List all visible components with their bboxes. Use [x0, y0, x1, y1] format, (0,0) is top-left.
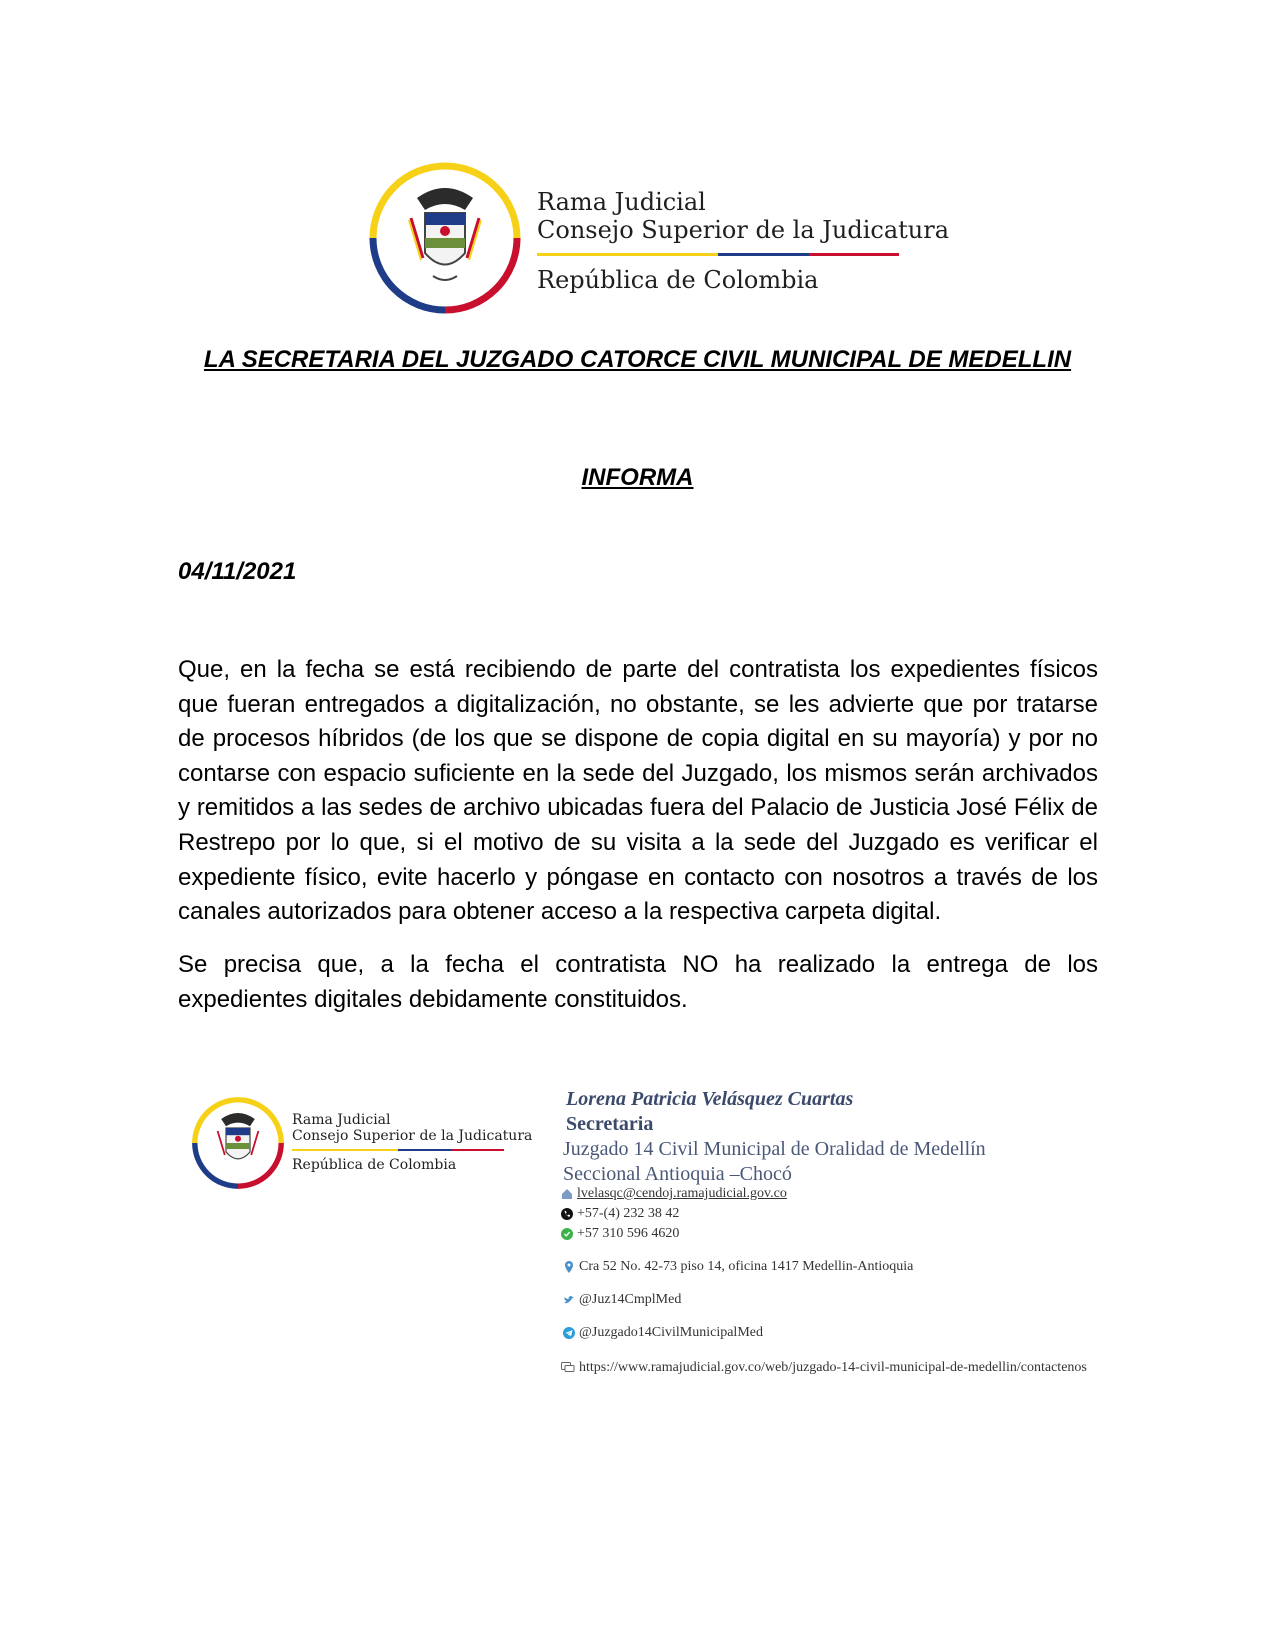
chat-icon	[561, 1362, 575, 1374]
signature-region: Seccional Antioquia –Chocó	[563, 1163, 792, 1185]
page-title: LA SECRETARIA DEL JUZGADO CATORCE CIVIL MUNICIPAL DE MEDELLIN	[203, 346, 1072, 373]
coat-of-arms-icon	[365, 158, 525, 318]
footer-logo-tricolor-bar	[292, 1149, 504, 1151]
signature-court: Juzgado 14 Civil Municipal de Oralidad de Medellín	[563, 1138, 986, 1160]
address-text: Cra 52 No. 42-73 piso 14, oficina 1417 Medellin-Antioquia	[579, 1259, 914, 1274]
logo-line-1: Rama Judicial	[537, 188, 706, 216]
home-icon	[561, 1188, 573, 1200]
signature-role: Secretaria	[566, 1113, 654, 1135]
footer-logo-line-3: República de Colombia	[292, 1157, 457, 1173]
contact-twitter[interactable]	[563, 1292, 681, 1308]
logo-tricolor-bar	[537, 253, 899, 256]
body-paragraph-1: Que, en la fecha se está recibiendo de parte del contratista los expedientes físicos que fueran entregados a digitalización, no obstante, se les advierte que por tratarse de procesos híbridos (de los que se dispone de copia digital en su mayoría) y por no contarse con espacio suficiente en la sede del Juzgado, los mismos serán archivados y remitidos a las sedes de archivo ubicadas fuera del Palacio de Justicia José Félix de Restrepo por lo que, si el motivo de su visita a la sede del Juzgado es verificar el expediente físico, evite hacerlo y póngase en contacto con nosotros a través de los canales autorizados para obtener acceso a la respectiva carpeta digital.	[178, 656, 1098, 926]
location-icon	[563, 1261, 575, 1273]
signature-name: Lorena Patricia Velásquez Cuartas	[566, 1088, 854, 1110]
contact-telegram[interactable]	[563, 1325, 763, 1341]
logo-line-3: República de Colombia	[537, 266, 819, 294]
coat-of-arms-icon	[190, 1095, 286, 1191]
footer-logo	[190, 1095, 533, 1195]
website-link[interactable]: https://www.ramajudicial.gov.co/web/juzgado-14-civil-municipal-de-medellin/contactenos	[579, 1360, 1087, 1375]
footer-logo-line-1: Rama Judicial	[292, 1112, 391, 1128]
twitter-icon	[563, 1294, 575, 1306]
logo-line-2: Consejo Superior de la Judicatura	[537, 216, 950, 244]
contact-mobile	[561, 1226, 679, 1242]
email-link[interactable]: lvelasqc@cendoj.ramajudicial.gov.co	[577, 1186, 787, 1201]
contact-website[interactable]	[561, 1360, 1087, 1376]
telegram-icon	[563, 1327, 575, 1339]
twitter-handle[interactable]: @Juz14CmplMed	[579, 1292, 682, 1307]
body-paragraph-2: Se precisa que, a la fecha el contratista NO ha realizado la entrega de los expedientes digitales debidamente constituidos.	[178, 951, 1098, 1013]
document-date: 04/11/2021	[178, 558, 297, 585]
contact-phone	[561, 1206, 679, 1222]
mobile-text: +57 310 596 4620	[577, 1226, 680, 1241]
telegram-handle[interactable]: @Juzgado14CivilMunicipalMed	[579, 1325, 763, 1340]
page-subtitle: INFORMA	[581, 464, 694, 491]
contact-address	[563, 1259, 913, 1275]
phone-text: +57-(4) 232 38 42	[577, 1206, 680, 1221]
whatsapp-icon	[561, 1228, 573, 1240]
phone-icon	[561, 1208, 573, 1220]
header-logo	[365, 158, 950, 318]
contact-email[interactable]	[561, 1186, 787, 1202]
footer-logo-line-2: Consejo Superior de la Judicatura	[292, 1128, 533, 1144]
